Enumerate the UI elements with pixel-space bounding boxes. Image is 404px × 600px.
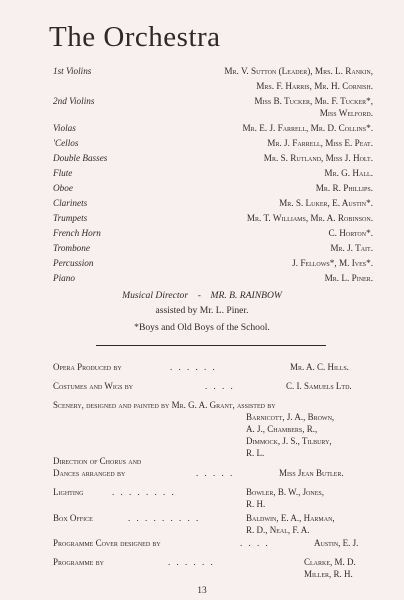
player-names: Mr. R. Phillips. (315, 183, 373, 193)
leader-dots: . . . . . (196, 468, 235, 478)
leader-dots: . . . . . . . . . (128, 513, 201, 523)
player-names: Mr. G. Hall. (324, 168, 373, 178)
credit-label: Dances arranged by (53, 468, 126, 478)
leader-dots: . . . . (205, 381, 235, 391)
player-names: Miss B. Tucker, Mr. F. Tucker*, (254, 96, 373, 106)
musical-director (0, 290, 404, 301)
player-names: J. Fellows*, M. Ives*. (292, 258, 373, 268)
leader-dots: . . . . . . (170, 362, 217, 372)
credit-label: Scenery, designed and painted by Mr. G. A. Grant, assisted by (53, 400, 276, 410)
player-names: Mr. L. Piner. (324, 273, 373, 283)
player-names: Miss Welford. (319, 108, 373, 118)
instrument-label: Clarinets (53, 198, 88, 208)
player-names: Mr. E. J. Farrell, Mr. D. Collins*. (242, 123, 373, 133)
instrument-label: Trombone (53, 243, 90, 253)
credit-value: C. I. Samuels Ltd. (286, 381, 352, 391)
credit-value: Bowler, B. W., Jones, (246, 487, 325, 497)
instrument-label: Oboe (53, 183, 73, 193)
divider (96, 345, 326, 346)
leader-dots: . . . . (240, 538, 270, 548)
player-names: Mr. J. Farrell, Miss E. Peat. (267, 138, 373, 148)
player-names: Mr. J. Tait. (330, 243, 373, 253)
instrument-label: Violas (53, 123, 76, 133)
player-names: Mr. S. Luker, E. Austin*. (279, 198, 373, 208)
credit-value: Miss Jean Butler. (279, 468, 344, 478)
director-dash: - (197, 290, 201, 301)
page-title: The Orchestra (49, 21, 221, 53)
credit-value: A. J., Chambers, R., (246, 424, 318, 434)
director-label: Musical Director (122, 290, 189, 301)
instrument-label: 'Cellos (53, 138, 79, 148)
instrument-label: Piano (53, 273, 75, 283)
credit-value: R. H. (246, 499, 266, 509)
instrument-label: Double Basses (53, 153, 108, 163)
assisted-by-text: assisted by Mr. L. Piner. (155, 305, 249, 316)
credit-value: R. D., Neal, F. A. (246, 525, 310, 535)
director-name: MR. B. RAINBOW (210, 290, 282, 301)
instrument-label: Percussion (53, 258, 94, 268)
credit-value: R. L. (246, 448, 265, 458)
credit-label: Lighting (53, 487, 84, 497)
instrument-label: 2nd Violins (53, 96, 95, 106)
director-assistant (0, 305, 404, 316)
credit-label: Costumes and Wigs by (53, 381, 134, 391)
credit-label: Box Office (53, 513, 93, 523)
credit-label: Direction of Chorus and (53, 456, 142, 466)
instrument-label: French Horn (53, 228, 101, 238)
credit-label: Opera Produced by (53, 362, 122, 372)
leader-dots: . . . . . . . . (112, 487, 176, 497)
instrument-label: Trumpets (53, 213, 88, 223)
credit-label: Programme by (53, 557, 104, 567)
page-number: 13 (197, 586, 207, 596)
player-names: C. Horton*. (328, 228, 373, 238)
player-names: Mr. S. Rutland, Miss J. Holt. (263, 153, 373, 163)
player-names: Mr. V. Sutton (Leader), Mrs. L. Rankin, (224, 66, 373, 76)
credit-value: Austin, E. J. (314, 538, 359, 548)
instrument-label: Flute (53, 168, 73, 178)
instrument-label: 1st Violins (53, 66, 92, 76)
credit-value: Dimmock, J. S., Tilbury, (246, 436, 332, 446)
credit-value: Baldwin, E. A., Harman, (246, 513, 335, 523)
footnote-text: *Boys and Old Boys of the School. (134, 322, 270, 333)
player-names: Mr. T. Williams, Mr. A. Robinson. (246, 213, 373, 223)
footnote (0, 322, 404, 333)
player-names: Mrs. F. Harris, Mr. H. Cornish. (256, 81, 373, 91)
credit-value: Clarke, M. D. (304, 557, 356, 567)
credit-label: Programme Cover designed by (53, 538, 161, 548)
credit-value: Miller, R. H. (304, 569, 353, 579)
credit-value: Mr. A. C. Hills. (290, 362, 349, 372)
credit-value: Barnicott, J. A., Brown, (246, 412, 335, 422)
leader-dots: . . . . . . (168, 557, 215, 567)
